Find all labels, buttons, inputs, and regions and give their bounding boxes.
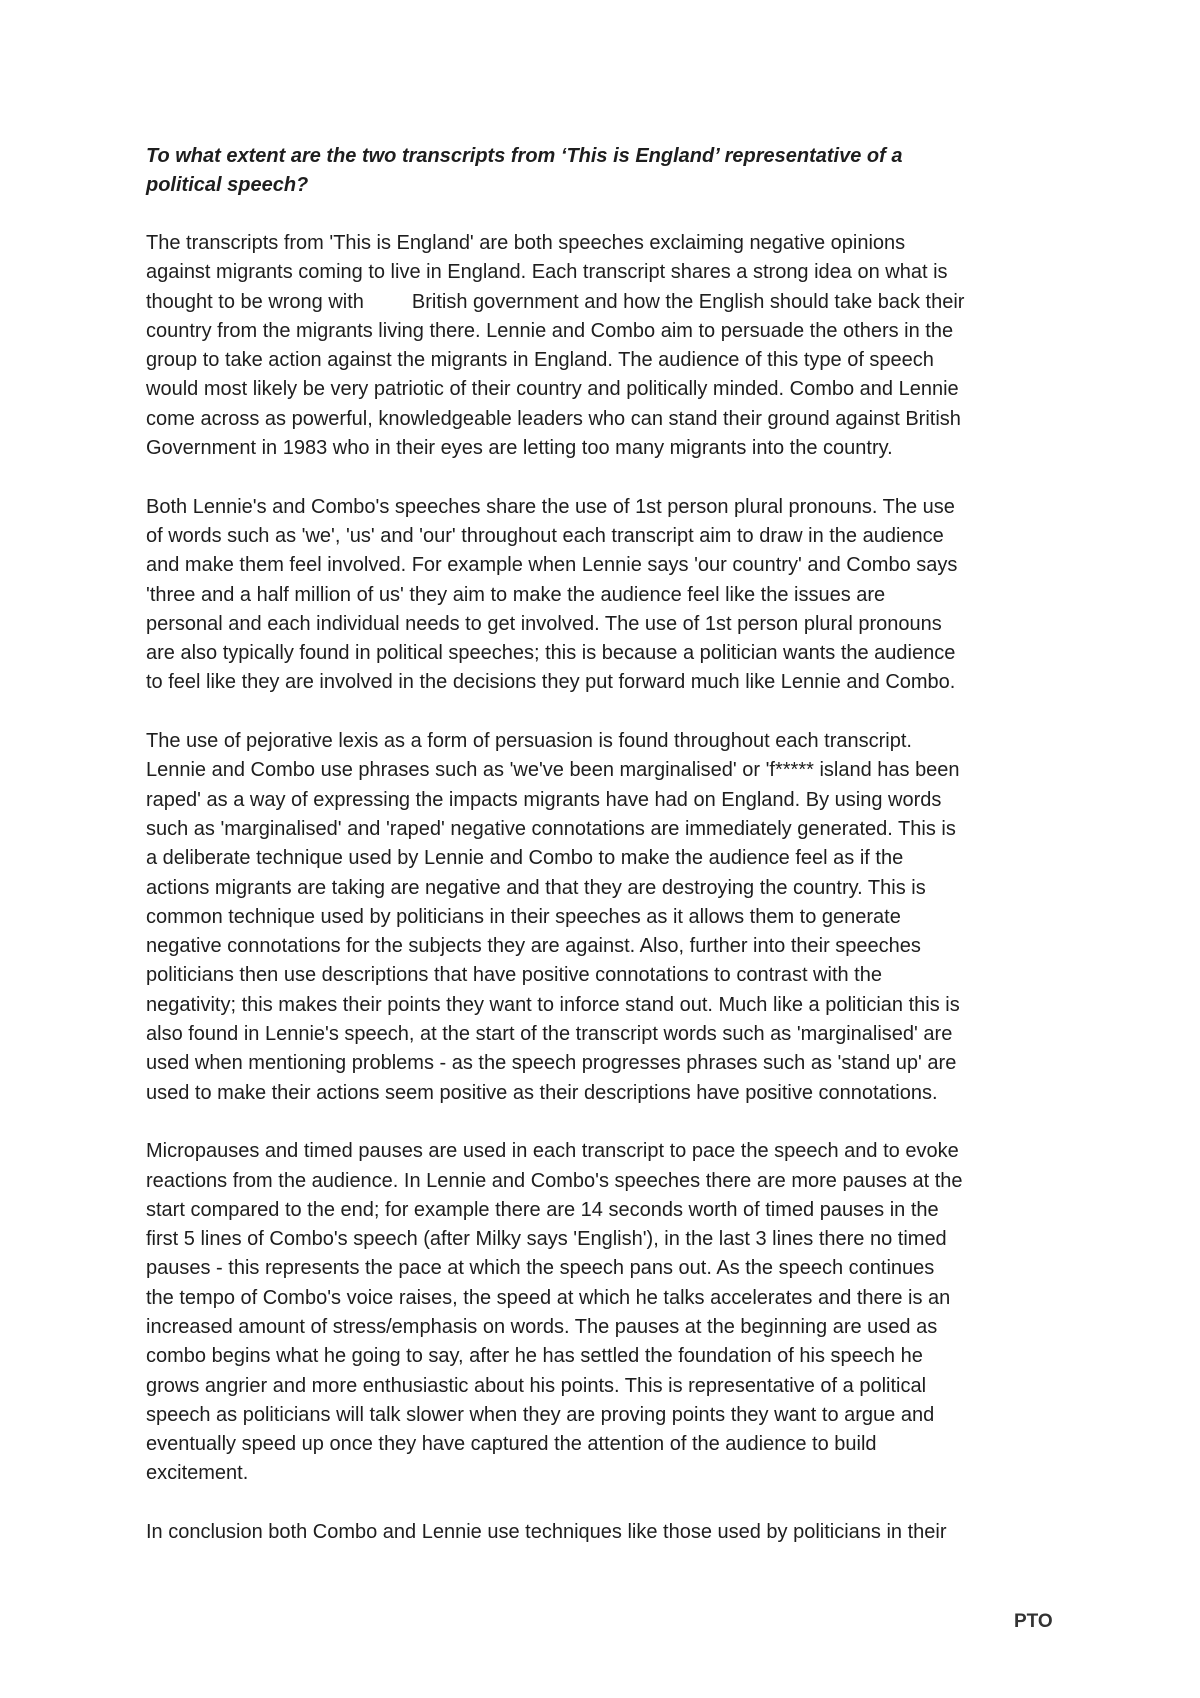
text-line: actions migrants are taking are negative and that they are destroying the country. This is [146,876,926,899]
text-line: such as 'marginalised' and 'raped' negative connotations are immediately generated. This is [146,817,956,840]
text-line: against migrants coming to live in England. Each transcript shares a strong idea on what is [146,261,948,284]
paragraph [146,493,1066,698]
page-turn-note: PTO [1014,1611,1053,1632]
text-line: start compared to the end; for example there are 14 seconds worth of timed pauses in the [146,1198,939,1221]
text-line: eventually speed up once they have captured the attention of the audience to build [146,1433,877,1456]
text-line: to feel like they are involved in the decisions they put forward much like Lennie and Combo. [146,671,956,694]
text-line: raped' as a way of expressing the impacts migrants have had on England. By using words [146,788,942,811]
essay-title [146,142,1066,200]
text-line: group to take action against the migrants in England. The audience of this type of speech [146,349,934,372]
text-line: speech as politicians will talk slower when they are proving points they want to argue and [146,1403,935,1426]
text-line: Government in 1983 who in their eyes are letting too many migrants into the country. [146,437,893,460]
text-line: also found in Lennie's speech, at the start of the transcript words such as 'marginalised' are [146,1023,953,1046]
text-line: are also typically found in political speeches; this is because a politician wants the audience [146,642,956,665]
text-line: first 5 lines of Combo's speech (after Milky says 'English'), in the last 3 lines there no timed [146,1228,947,1251]
text-line: negative connotations for the subjects they are against. Also, further into their speeches [146,935,921,958]
text-line: Both Lennie's and Combo's speeches share the use of 1st person plural pronouns. The use [146,495,955,518]
text-line: 'three and a half million of us' they aim to make the audience feel like the issues are [146,583,886,606]
paragraph [146,1137,1066,1489]
text-line: The transcripts from 'This is England' are both speeches exclaiming negative opinions [146,232,906,254]
text-line: personal and each individual needs to get involved. The use of 1st person plural pronouns [146,612,942,635]
text-line: grows angrier and more enthusiastic about his points. This is representative of a political [146,1374,927,1397]
text-line: used when mentioning problems - as the speech progresses phrases such as 'stand up' are [146,1052,957,1075]
text-line: Micropauses and timed pauses are used in each transcript to pace the speech and to evoke [146,1140,959,1163]
text-line: pauses - this represents the pace at which the speech pans out. As the speech continues [146,1257,935,1280]
title-line: To what extent are the two transcripts from ‘This is England’ representative of a [146,145,903,167]
text-line: negativity; this makes their points they want to inforce stand out. Much like a politician this is [146,993,960,1016]
text-line: the tempo of Combo's voice raises, the speed at which he talks accelerates and there is an [146,1286,951,1309]
text-line: reactions from the audience. In Lennie and Combo's speeches there are more pauses at the [146,1169,963,1192]
paragraph [146,229,1066,463]
text-segment: British government and how the English should take back their [411,290,965,313]
text-line: Lennie and Combo use phrases such as 'we've been marginalised' or 'f***** island has been [146,759,960,782]
text-line: politicians then use descriptions that have positive connotations to contrast with the [146,964,882,987]
text-line: The use of pejorative lexis as a form of persuasion is found throughout each transcript. [146,730,912,753]
document-body [146,142,1066,1577]
text-line: come across as powerful, knowledgeable leaders who can stand their ground against British [146,407,961,430]
text-line: common technique used by politicians in their speeches as it allows them to generate [146,905,901,928]
text-line: country from the migrants living there. Lennie and Combo aim to persuade the others in the [146,319,954,342]
text-line: excitement. [146,1462,249,1485]
text-line: a deliberate technique used by Lennie and Combo to make the audience feel as if the [146,847,904,870]
text-line: used to make their actions seem positive as their descriptions have positive connotations. [146,1081,938,1104]
text-line: combo begins what he going to say, after he has settled the foundation of his speech he [146,1345,923,1368]
text-line [146,288,1066,317]
text-line: increased amount of stress/emphasis on words. The pauses at the beginning are used as [146,1315,938,1338]
text-segment: thought to be wrong with [146,290,364,313]
text-line: and make them feel involved. For example when Lennie says 'our country' and Combo says [146,554,958,577]
essay-paragraphs [146,229,1066,1547]
text-line: of words such as 'we', 'us' and 'our' throughout each transcript aim to draw in the audience [146,524,944,547]
text-line: In conclusion both Combo and Lennie use techniques like those used by politicians in their [146,1521,947,1544]
paragraph [146,1518,1066,1547]
title-line: political speech? [146,174,309,196]
paragraph [146,727,1066,1108]
text-line: would most likely be very patriotic of their country and politically minded. Combo and Lennie [146,378,959,401]
